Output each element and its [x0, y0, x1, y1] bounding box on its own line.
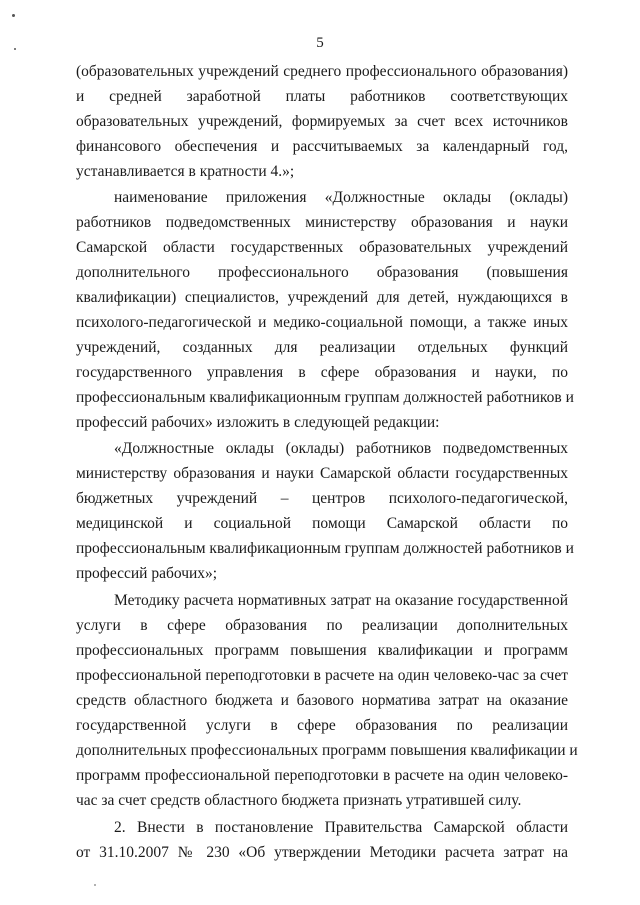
text-line: наименование приложения «Должностные оклады (оклады) [114, 189, 568, 206]
text-line: образовательных учреждений, формируемых за счет всех источников [76, 113, 568, 130]
text-line: программ профессиональной переподготовки в расчете на один человеко- [76, 767, 568, 784]
text-line: медицинской и социальной помощи Самарской области по [76, 515, 568, 532]
text-line: устанавливается в кратности 4.»; [76, 163, 295, 180]
text-line: профессиональным квалификационным группам должностей работников и [76, 540, 574, 557]
text-line: услуги в сфере образования по реализации дополнительных [76, 617, 568, 634]
text-line: от 31.10.2007 № 230 «Об утверждении Методики расчета затрат на [76, 844, 568, 861]
text-line: «Должностные оклады (оклады) работников подведомственных [114, 440, 568, 457]
text-line: средств областного бюджета и базового норматива затрат на оказание [76, 692, 568, 709]
page-number: 5 [316, 35, 324, 51]
text-line: министерству образования и науки Самарской области государственных [76, 465, 568, 482]
scan-speck [12, 14, 15, 17]
text-line: учреждений, созданных для реализации отдельных функций [76, 339, 568, 356]
text-line: государственной услуги в сфере образования по реализации [76, 717, 568, 734]
text-line: бюджетных учреждений – центров психолого-педагогической, [76, 490, 568, 507]
scan-speck [94, 884, 96, 886]
text-line: финансового обеспечения и рассчитываемых за календарный год, [76, 138, 568, 155]
text-line: государственного управления в сфере образования и науки, по [76, 364, 568, 381]
text-line: профессий рабочих» изложить в следующей редакции: [76, 414, 440, 431]
text-line: профессиональным квалификационным группам должностей работников и [76, 389, 574, 406]
text-line: (образовательных учреждений среднего профессионального образования) [76, 63, 568, 80]
text-line: час за счет средств областного бюджета признать утратившей силу. [76, 792, 522, 809]
text-line: работников подведомственных министерству образования и науки [76, 214, 568, 231]
text-line: и средней заработной платы работников соответствующих [76, 88, 568, 105]
text-line: 2. Внести в постановление Правительства Самарской области [114, 819, 568, 836]
text-line: Самарской области государственных образовательных учреждений [76, 239, 568, 256]
text-line: профессиональной переподготовки в расчете на один человеко-час за счет [76, 667, 568, 684]
text-line: дополнительных профессиональных программ повышения квалификации и [76, 742, 578, 759]
text-line: квалификации) специалистов, учреждений для детей, нуждающихся в [76, 289, 568, 306]
text-line: профессий рабочих»; [76, 565, 218, 582]
text-line: дополнительного профессионального образования (повышения [76, 264, 568, 281]
text-line: Методику расчета нормативных затрат на оказание государственной [114, 592, 568, 609]
text-line: профессиональных программ повышения квалификации и программ [76, 642, 568, 659]
text-line: психолого-педагогической и медико-социальной помощи, а также иных [76, 314, 568, 331]
